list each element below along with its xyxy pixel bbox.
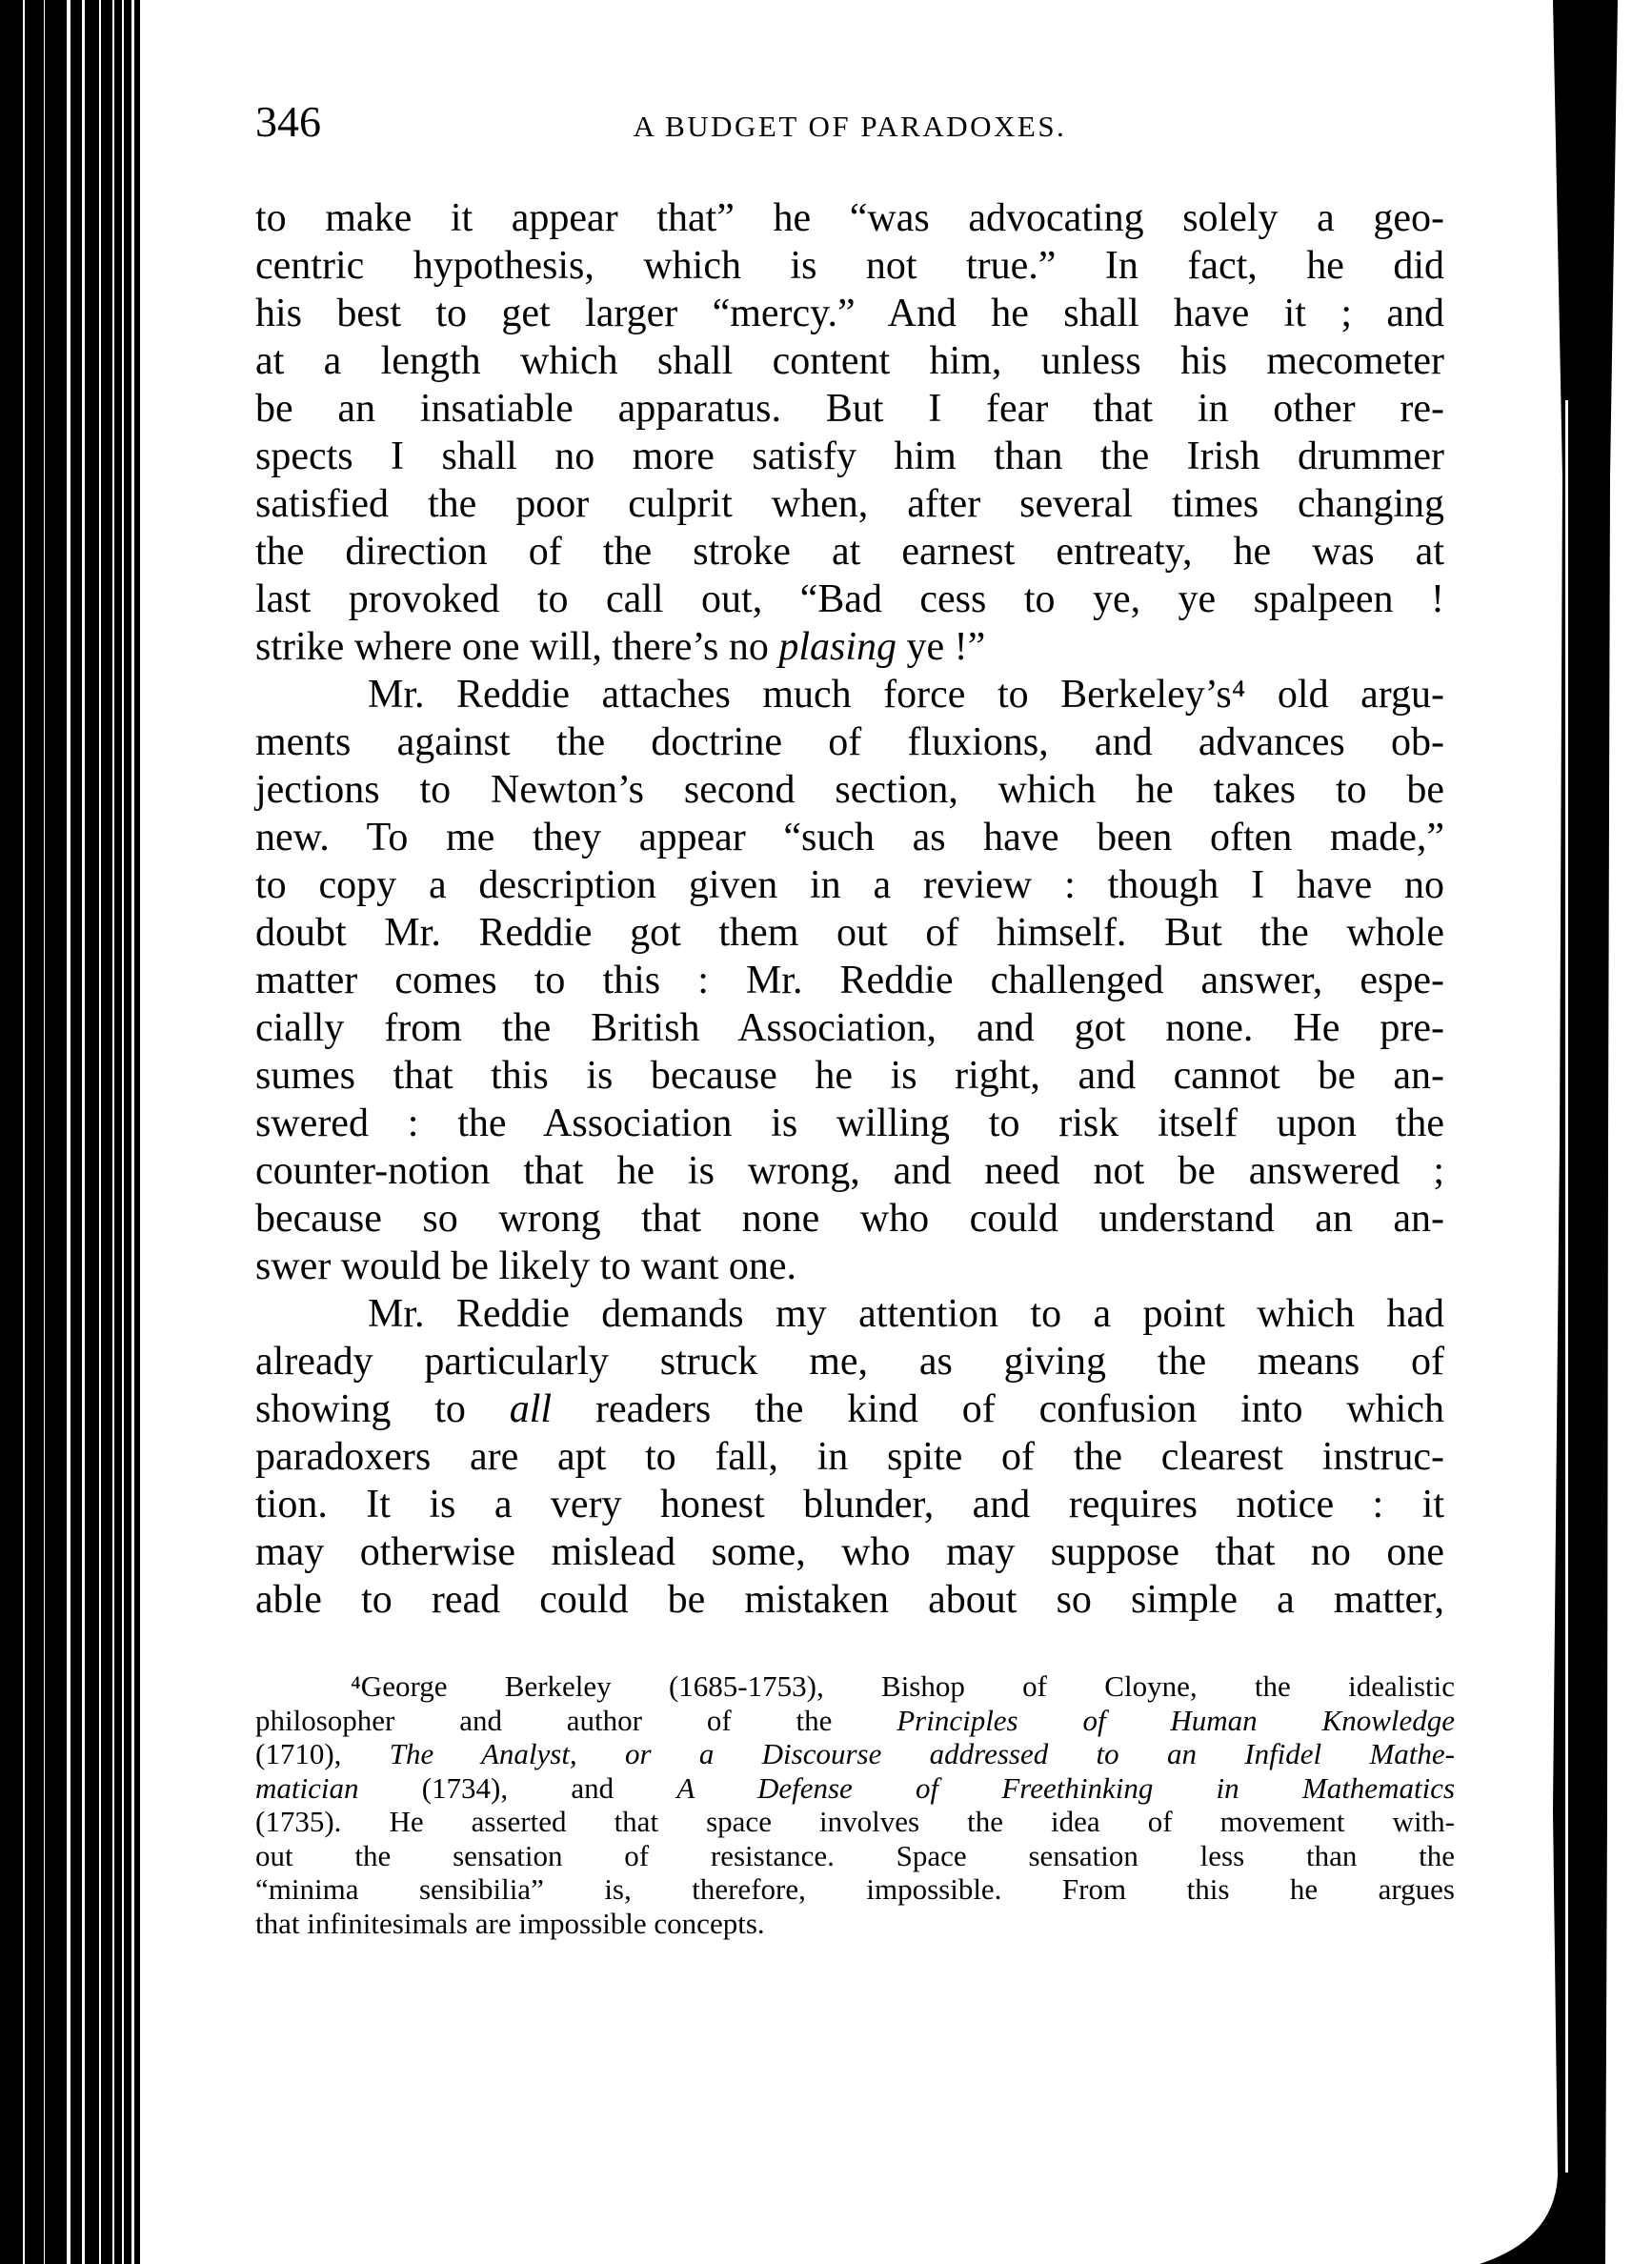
text-line: may otherwise mislead some, who may suppose that no one	[255, 1530, 1444, 1574]
body-text	[255, 194, 1444, 1624]
text-line: at a length which shall content him, unless his mecometer	[255, 339, 1444, 383]
text-line: last provoked to call out, “Bad cess to ye, ye spalpeen !	[255, 577, 1444, 621]
text-line: because so wrong that none who could understand an an-	[255, 1197, 1444, 1241]
text-line: showing to all readers the kind of confusion into which	[255, 1387, 1444, 1431]
text-line: the direction of the stroke at earnest entreaty, he was at	[255, 530, 1444, 574]
footnote-line: “minima sensibilia” is, therefore, impossible. From this he argues	[255, 1872, 1455, 1906]
text-line: tion. It is a very honest blunder, and requires notice : it	[255, 1483, 1444, 1526]
text-line: already particularly struck me, as giving the means of	[255, 1340, 1444, 1384]
text-line: strike where one will, there’s no plasing ye !”	[255, 625, 986, 669]
footnote-line: ⁴George Berkeley (1685-1753), Bishop of Cloyne, the idealistic	[351, 1669, 1455, 1703]
right-page-edge-scan-artifact	[1467, 0, 1652, 2264]
text-line: his best to get larger “mercy.” And he shall have it ; and	[255, 292, 1444, 335]
text-line: centric hypothesis, which is not true.” In fact, he did	[255, 244, 1444, 288]
text-line: doubt Mr. Reddie got them out of himself. But the whole	[255, 911, 1444, 955]
text-line: Mr. Reddie attaches much force to Berkeley’s⁴ old argu-	[368, 673, 1444, 717]
footnote-line: out the sensation of resistance. Space sensation less than the	[255, 1838, 1455, 1872]
left-binding-scan-artifact	[0, 0, 145, 2264]
text-line: satisfied the poor culprit when, after several times changing	[255, 482, 1444, 526]
text-line: matter comes to this : Mr. Reddie challenged answer, espe-	[255, 959, 1444, 1002]
text-line: swer would be likely to want one.	[255, 1244, 797, 1288]
text-line: able to read could be mistaken about so simple a matter,	[255, 1578, 1444, 1622]
text-line: spects I shall no more satisfy him than the Irish drummer	[255, 435, 1444, 478]
page-header	[255, 99, 1444, 149]
running-head: A BUDGET OF PARADOXES.	[633, 110, 1067, 143]
text-line: cially from the British Association, and got none. He pre-	[255, 1006, 1444, 1050]
footnote-line: (1710), The Analyst, or a Discourse addressed to an Infidel Mathe-	[255, 1737, 1455, 1770]
text-line: Mr. Reddie demands my attention to a point which had	[368, 1292, 1444, 1336]
text-line: to make it appear that” he “was advocating solely a geo-	[255, 196, 1444, 240]
footnote-line: (1735). He asserted that space involves the idea of movement with-	[255, 1805, 1455, 1838]
footnote-line: that infinitesimals are impossible concepts.	[255, 1906, 765, 1940]
text-line: new. To me they appear “such as have been often made,”	[255, 816, 1444, 859]
footnote	[255, 1669, 1455, 1940]
text-line: to copy a description given in a review : though I have no	[255, 863, 1444, 907]
footnote-line: philosopher and author of the Principles of Human Knowledge	[255, 1703, 1455, 1737]
text-line: be an insatiable apparatus. But I fear that in other re-	[255, 387, 1444, 431]
text-line: swered : the Association is willing to risk itself upon the	[255, 1102, 1444, 1145]
text-line: paradoxers are apt to fall, in spite of the clearest instruc-	[255, 1435, 1444, 1479]
text-line: ments against the doctrine of fluxions, and advances ob-	[255, 720, 1444, 764]
text-line: counter-notion that he is wrong, and need not be answered ;	[255, 1149, 1444, 1193]
page-number: 346	[255, 97, 321, 146]
text-line: jections to Newton’s second section, which he takes to be	[255, 768, 1444, 812]
footnote-line: matician (1734), and A Defense of Freethinking in Mathematics	[255, 1770, 1456, 1805]
text-line: sumes that this is because he is right, and cannot be an-	[255, 1054, 1444, 1098]
